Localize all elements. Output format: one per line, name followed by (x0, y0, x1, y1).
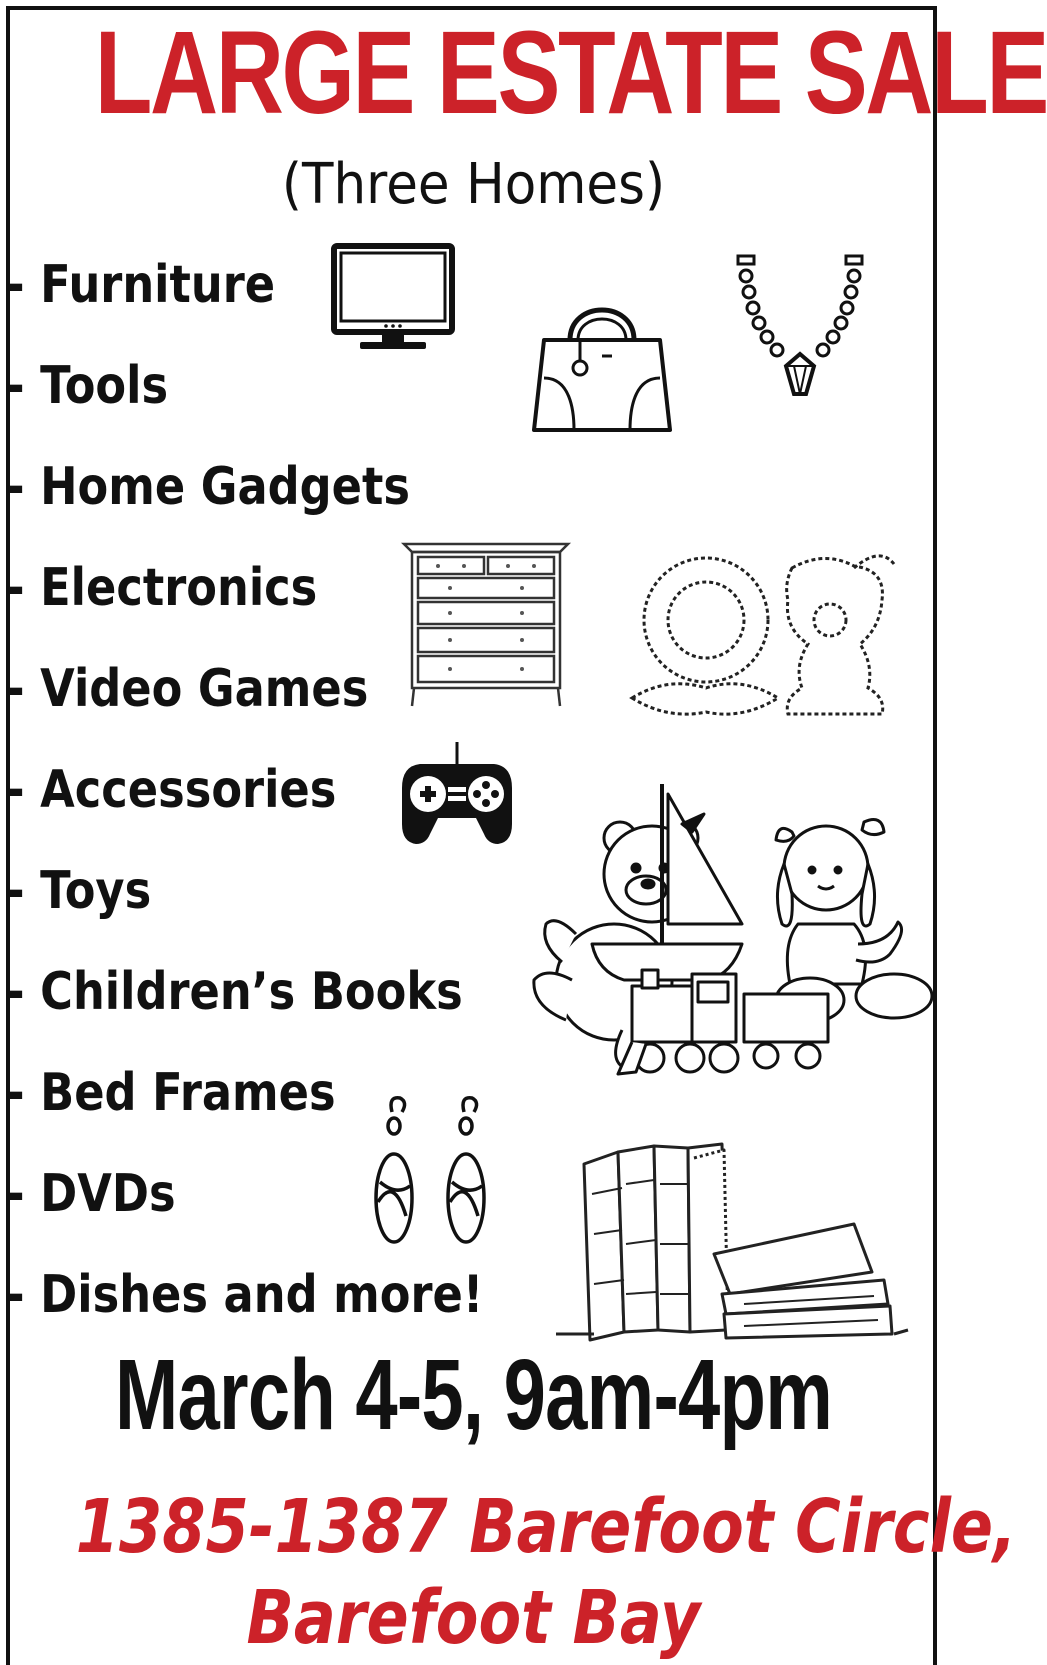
list-item: - Home Gadgets (6, 457, 411, 517)
list-item: - Electronics (6, 558, 318, 618)
list-item: - DVDs (6, 1164, 176, 1224)
game-controller-icon (398, 738, 516, 854)
necklace-icon (736, 254, 866, 408)
list-item: - Video Games (6, 659, 369, 719)
list-item: - Accessories (6, 760, 337, 820)
books-icon (554, 1144, 910, 1344)
list-item: - Children’s Books (6, 962, 463, 1022)
monitor-icon (330, 242, 456, 354)
address-line-2: Barefoot Bay (246, 1575, 701, 1661)
address-line-1: 1385-1387 Barefoot Circle, (75, 1484, 1017, 1570)
toys-icon (532, 774, 936, 1094)
earrings-icon (372, 1092, 492, 1252)
list-item: - Bed Frames (6, 1063, 336, 1123)
handbag-icon (530, 290, 674, 436)
list-item: - Tools (6, 356, 169, 416)
list-item: - Toys (6, 861, 152, 921)
china-dishes-icon (618, 548, 904, 724)
headline: LARGE ESTATE SALE (94, 7, 1047, 139)
list-item: - Dishes and more! (6, 1265, 484, 1325)
dresser-icon (400, 540, 572, 708)
subheadline: (Three Homes) (281, 152, 666, 217)
list-item: - Furniture (6, 255, 276, 315)
sale-dates: March 4-5, 9am-4pm (114, 1339, 833, 1451)
